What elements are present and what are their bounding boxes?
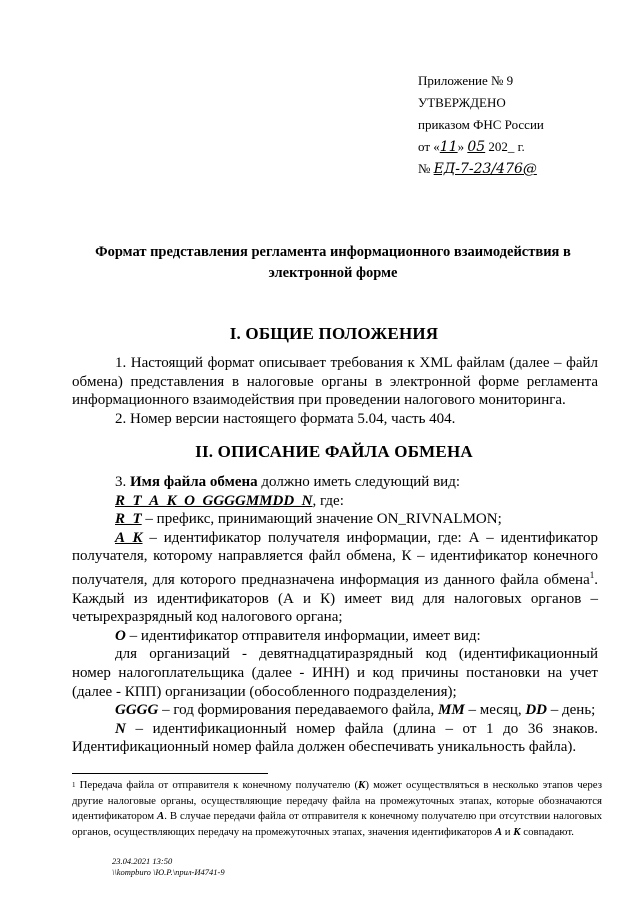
ak-definition: A_K – идентификатор получателя информации, где: А – идентификатор получателя, которому направляется файл обмена, К – идентификатор конечного получателя, для которого предназначена информация из данного файла обмена$^1$. Каждый из идентификаторов (А и К) имеет вид для налоговых органов – четырехразрядный код налогового органа; [72, 529, 598, 626]
section-heading-2: II. ОПИСАНИЕ ФАЙЛА ОБМЕНА [195, 442, 473, 461]
approved-label: УТВЕРЖДЕНО [418, 95, 506, 110]
rt-definition: R_T – префикс, принимающий значение ON_RIVNALMON; [115, 511, 502, 528]
section-heading-1: I. ОБЩИЕ ПОЛОЖЕНИЯ [229, 324, 439, 343]
file-name-term: Имя файла обмена [130, 474, 258, 490]
paragraph-3: 3. Имя файла обмена должно иметь следующий вид: [115, 474, 460, 490]
number-prefix: № [418, 161, 431, 176]
date-mid: » [457, 139, 465, 154]
meta-path: \\kompburo \Ю.Р.\прил-И4741-9 [112, 867, 225, 877]
organization-definition: для организаций - девятнадцатиразрядный код (идентификационный номер налогоплательщика (далее - ИНН) и код причины постановки на учет (далее - КПП) организации (обособленного подразделения); [72, 646, 598, 700]
date-day: 11 [439, 139, 458, 155]
date-definition: GGGG – год формирования передаваемого файла, MM – месяц, DD – день; [115, 702, 596, 719]
section-1-body [72, 354, 598, 428]
section-2-body [72, 473, 598, 757]
date-month: 05 [467, 139, 486, 155]
approval-block [418, 70, 544, 180]
date-year: 202_ г. [488, 139, 525, 154]
file-name-pattern: R_T_A_K_O_GGGGMMDD_N, где: [115, 492, 344, 509]
document-title: Формат представления регламента информационного взаимодействия в электронной форме [95, 244, 571, 281]
footnote-divider [72, 773, 268, 774]
footnote-marker: 1 [72, 781, 76, 789]
order-date [418, 136, 544, 158]
paragraph-2: 2. Номер версии настоящего формата 5.04, часть 404. [115, 410, 456, 427]
document-meta [112, 856, 225, 878]
order-label: приказом ФНС России [418, 117, 544, 132]
meta-timestamp: 23.04.2021 13:50 [112, 856, 173, 866]
appendix-label: Приложение № 9 [418, 73, 514, 88]
footnote-ref: 1 [589, 569, 595, 580]
order-number [418, 158, 544, 180]
footnote: $^1$ Передача файла от отправителя к конечному получателю (К) может осуществляться в несколько этапов через другие налоговые органы, осуществляющие передачу файла на промежуточных этапах, которые обозначаются идентификатором А. В случае передачи файла от отправителя к конечному получателю при отсутствии налоговых органов, осуществляющих передачу на промежуточных этапах, значения идентификаторов А и К совпадают. [72, 779, 602, 838]
date-prefix: от « [418, 139, 440, 154]
o-definition: O – идентификатор отправителя информации, имеет вид: [115, 627, 481, 644]
n-definition: N – идентификационный номер файла (длина – от 1 до 36 знаков. Идентификационный номер файла должен обеспечивать уникальность файла). [72, 720, 598, 756]
paragraph-1: 1. Настоящий формат описывает требования к XML файлам (далее – файл обмена) представления в налоговые органы в электронной форме регламента информационного взаимодействия при проведении налогового мониторинга. [72, 355, 598, 409]
number-value: ЕД-7-23/476@ [433, 161, 537, 177]
